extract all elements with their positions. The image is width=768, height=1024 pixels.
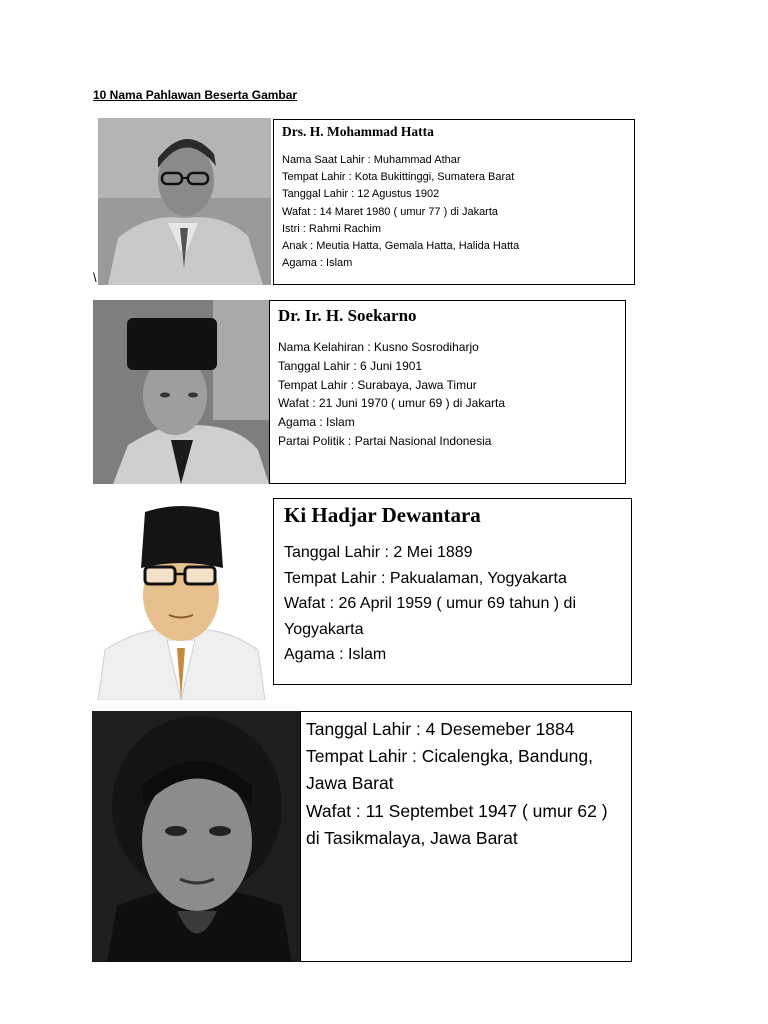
hero-detail-line: Partai Politik : Partai Nasional Indonesia [278,433,492,448]
stray-mark: \ [93,270,97,285]
hero-detail-line: Nama Kelahiran : Kusno Sosrodiharjo [278,340,479,354]
hero-detail-line: Istri : Rahmi Rachim [282,222,382,235]
hero-card-4 [300,711,632,962]
hero-detail-line: Agama : Islam [284,646,387,664]
portrait-illustration-dewantara [93,500,268,700]
hero-detail-line: Nama Saat Lahir : Muhammad Athar [282,154,461,166]
hero-detail-line: Agama : Islam [282,257,353,270]
hero-detail-line: Anak : Meutia Hatta, Gemala Hatta, Halida Hatta [282,240,520,253]
hero-name: Ki Hadjar Dewantara [284,503,481,527]
hero-card-soekarno [269,300,626,484]
hero-detail-line: Wafat : 14 Maret 1980 ( umur 77 ) di Jakarta [282,205,499,218]
hero-name: Dr. Ir. H. Soekarno [278,306,417,325]
hero-card-hatta [273,119,635,285]
hero-detail-line: Tempat Lahir : Kota Bukittinggi, Sumatera Barat [282,171,515,184]
hero-detail-line: Wafat : 21 Juni 1970 ( umur 69 ) di Jakarta [278,396,505,411]
hero-card-dewantara [273,498,632,685]
portrait-photo-soekarno [93,300,269,484]
hero-detail-line: Tempat Lahir : Surabaya, Jawa Timur [278,377,477,392]
portrait-photo-hatta [98,118,271,285]
hero-detail-line: Tempat Lahir : Cicalengka, Bandung, Jawa Barat [306,746,593,794]
hero-detail-line: Tempat Lahir : Pakualaman, Yogyakarta [284,569,567,587]
hero-name: Drs. H. Mohammad Hatta [282,124,434,139]
hero-detail-line: Agama : Islam [278,415,355,430]
portrait-photo-woman [92,711,303,962]
hero-detail-line: Wafat : 26 April 1959 ( umur 69 tahun ) di Yogyakarta [284,595,577,638]
hero-detail-line: Tanggal Lahir : 4 Desemeber 1884 [306,719,575,739]
document-heading: 10 Nama Pahlawan Beserta Gambar [93,88,298,102]
hero-detail-line: Tanggal Lahir : 2 Mei 1889 [284,544,473,561]
hero-detail-line: Wafat : 11 Septembet 1947 ( umur 62 ) di Tasikmalaya, Jawa Barat [306,800,608,848]
hero-detail-line: Tanggal Lahir : 12 Agustus 1902 [282,188,440,201]
hero-detail-line: Tanggal Lahir : 6 Juni 1901 [278,358,423,373]
